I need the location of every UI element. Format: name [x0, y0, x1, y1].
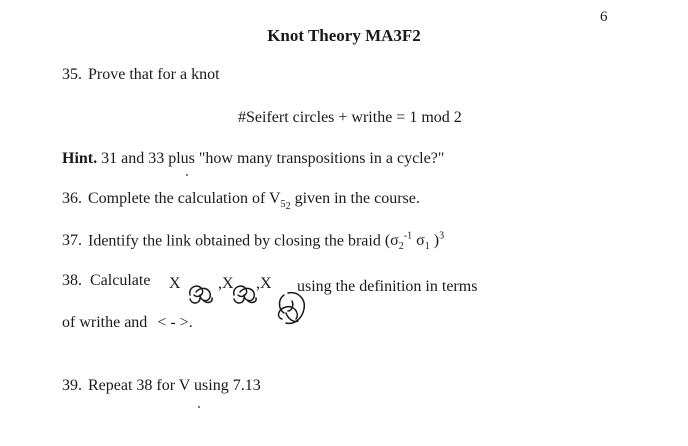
problem-37	[62, 231, 444, 253]
x-symbol: ,X	[256, 275, 272, 292]
problem-38-line2	[62, 314, 193, 332]
braid-word: ($\sigma_2^{-1}$ $\sigma_1$ )$^3$	[384, 231, 445, 253]
speck	[186, 174, 188, 176]
problem-38-text-end: using the definition in terms	[297, 278, 478, 295]
hint-label: Hint.	[62, 150, 98, 167]
problem-38-number: 38.	[62, 272, 82, 289]
problem-text: Identify the link obtained by closing the braid	[88, 232, 381, 250]
trefoil-diagram-icon	[230, 281, 260, 307]
problem-number: 39.	[62, 377, 82, 394]
x-symbol: ,X	[218, 275, 234, 292]
problem-number: 37.	[62, 232, 82, 250]
x-symbol: X	[169, 275, 181, 292]
figure-eight-diagram-icon	[274, 289, 312, 329]
speck	[198, 406, 200, 408]
problem-text: Complete the calculation of	[88, 190, 266, 207]
v-symbol: $V_{52}$	[269, 190, 291, 213]
page-title: Knot Theory MA3F2	[267, 26, 421, 45]
bracket-symbol: < - >.	[157, 314, 193, 331]
hint-text: 31 and 33 plus "how many transpositions in a cycle?"	[101, 150, 445, 167]
problem-35	[62, 66, 220, 84]
hint	[62, 150, 444, 168]
problem-38-text: Calculate	[90, 272, 151, 289]
problem-text: of writhe and	[62, 314, 148, 331]
problem-39	[62, 377, 261, 395]
formula: #Seifert circles + writhe = 1 mod 2	[238, 109, 462, 126]
problem-text: Prove that for a knot	[88, 66, 220, 83]
problem-36	[62, 190, 420, 213]
problem-number: 35.	[62, 66, 82, 83]
trefoil-diagram-icon	[186, 281, 216, 307]
problem-text-end: given in the course.	[294, 190, 420, 207]
problem-number: 36.	[62, 190, 82, 207]
problem-text: Repeat 38 for V using 7.13	[88, 377, 261, 394]
page-number: 6	[600, 9, 608, 25]
